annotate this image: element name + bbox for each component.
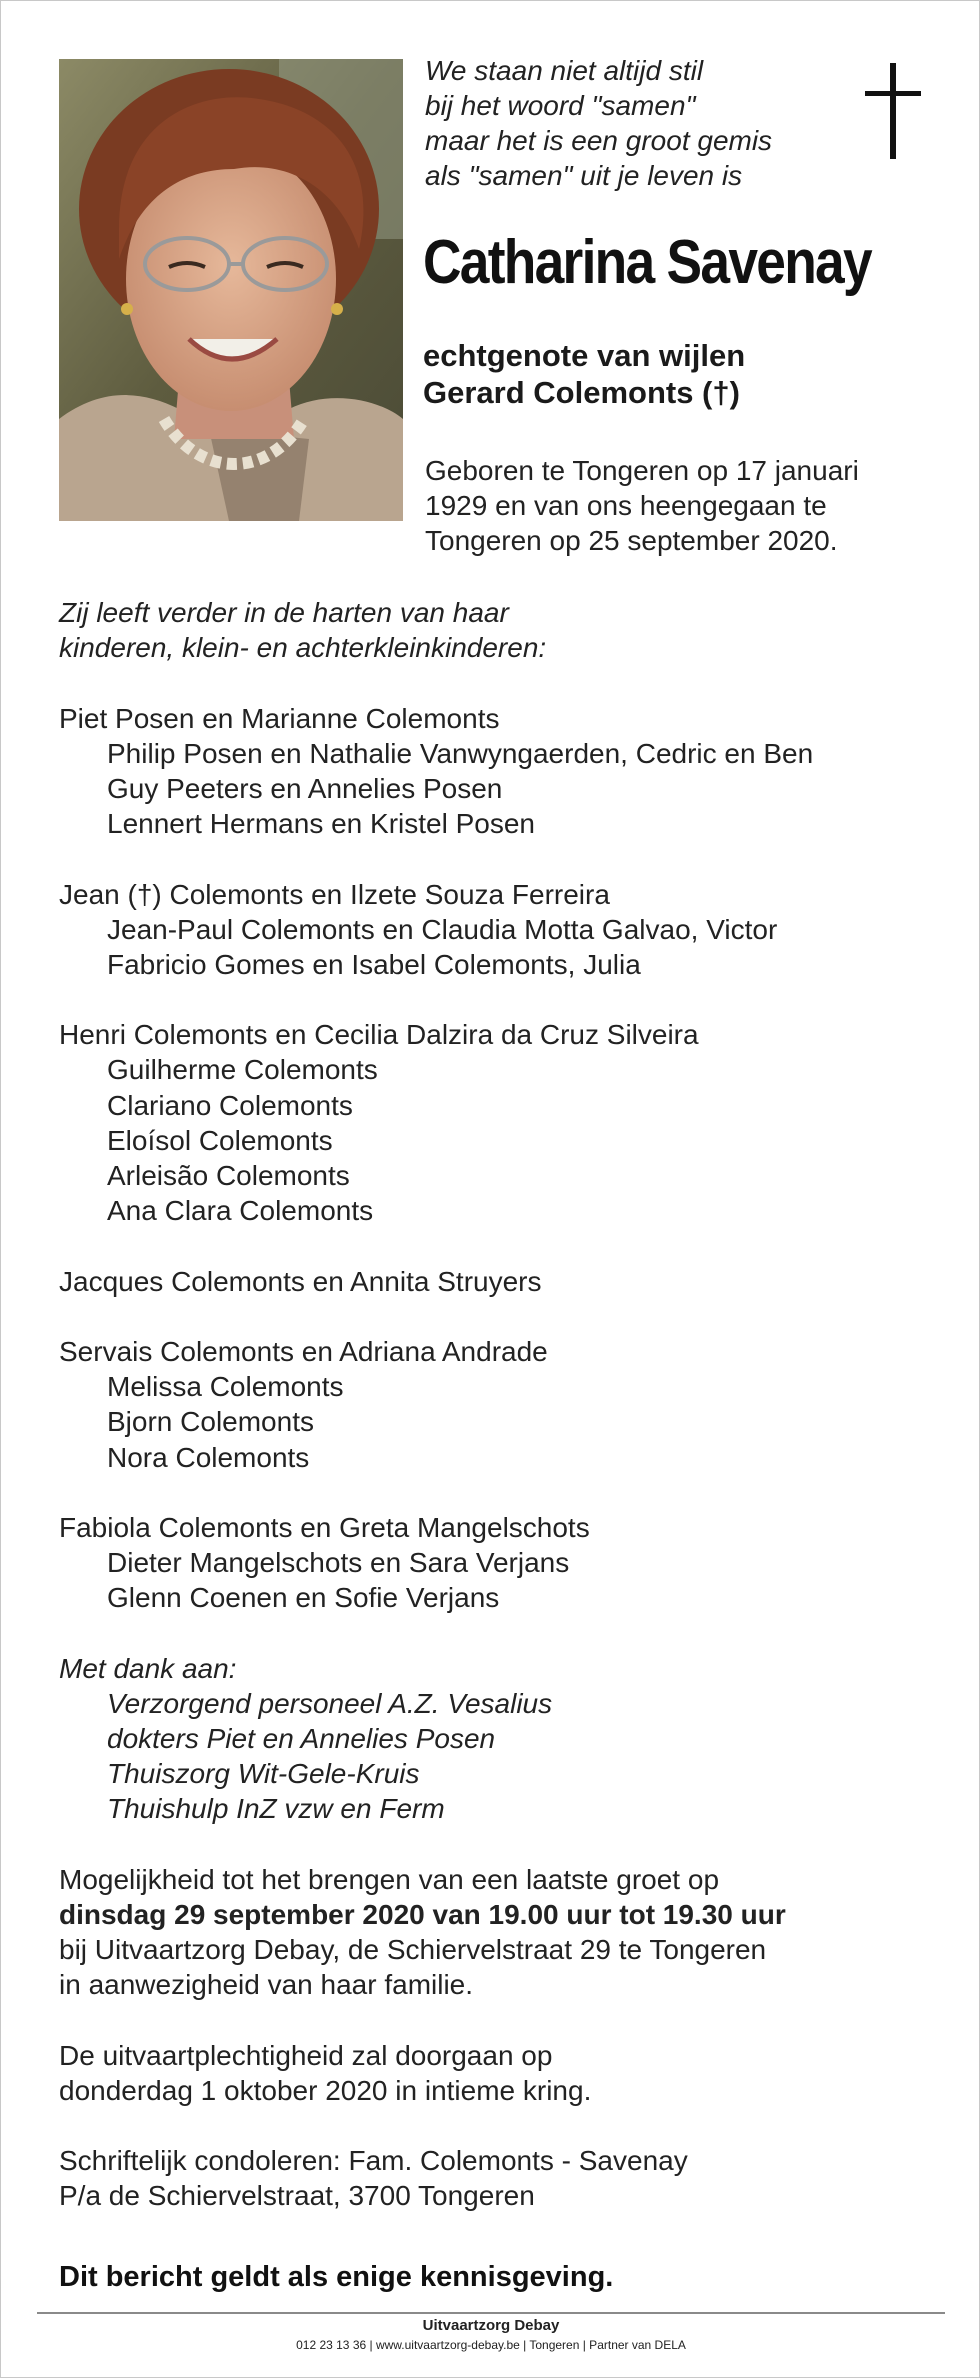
family-head: Piet Posen en Marianne Colemonts	[59, 702, 500, 734]
poem-line: We staan niet altijd stil	[425, 55, 704, 86]
spouse-info	[423, 337, 745, 411]
family-group	[59, 1510, 939, 1616]
condolences-section	[59, 2143, 939, 2213]
family-member: Nora Colemonts	[107, 1441, 310, 1473]
family-member: Dieter Mangelschots en Sara Verjans	[107, 1547, 570, 1579]
family-head: Jean (†) Colemonts en Ilzete Souza Ferreira	[59, 878, 610, 910]
family-group	[59, 877, 939, 983]
family-member: Guilherme Colemonts	[107, 1054, 378, 1086]
birth-death-line: 1929 en van ons heengegaan te	[425, 490, 827, 521]
portrait-illustration	[59, 59, 403, 521]
family-member: Eloísol Colemonts	[107, 1124, 333, 1156]
funeral-line: De uitvaartplechtigheid zal doorgaan op	[59, 2039, 553, 2071]
family-head: Henri Colemonts en Cecilia Dalzira da Cruz Silveira	[59, 1019, 699, 1051]
thanks-item: dokters Piet en Annelies Posen	[107, 1723, 496, 1754]
family-member: Glenn Coenen en Sofie Verjans	[107, 1582, 500, 1614]
family-head: Servais Colemonts en Adriana Andrade	[59, 1335, 548, 1367]
thanks-item: Verzorgend personeel A.Z. Vesalius	[107, 1687, 553, 1719]
family-member: Fabricio Gomes en Isabel Colemonts, Julia	[107, 948, 641, 980]
family-member: Arleisão Colemonts	[107, 1160, 350, 1191]
funeral-line: donderdag 1 oktober 2020 in intieme kring.	[59, 2074, 592, 2106]
family-head: Jacques Colemonts en Annita Struyers	[59, 1265, 542, 1297]
family-member: Philip Posen en Nathalie Vanwyngaerden, Cedric en Ben	[107, 737, 814, 769]
birth-death-line: Geboren te Tongeren op 17 januari	[425, 455, 859, 486]
poem-line: als "samen" uit je leven is	[425, 160, 743, 191]
birth-death-line: Tongeren op 25 september 2020.	[425, 525, 838, 556]
spouse-line: echtgenote van wijlen	[423, 338, 746, 373]
condolences-line: P/a de Schiervelstraat, 3700 Tongeren	[59, 2180, 535, 2212]
memorial-poem	[425, 53, 825, 193]
intro-line: kinderen, klein- en achterkleinkinderen:	[59, 632, 547, 664]
obituary-body	[59, 595, 939, 2214]
spouse-line: Gerard Colemonts (†)	[423, 375, 740, 410]
deceased-name: Catharina Savenay	[423, 228, 871, 297]
family-member: Clariano Colemonts	[107, 1089, 353, 1121]
family-head: Fabiola Colemonts en Greta Mangelschots	[59, 1511, 590, 1543]
visitation-section	[59, 1862, 939, 2003]
visitation-datetime: dinsdag 29 september 2020 van 19.00 uur tot 19.30 uur	[59, 1898, 786, 1930]
family-member: Melissa Colemonts	[107, 1371, 344, 1403]
family-group	[59, 701, 939, 842]
family-group	[59, 1264, 939, 1299]
footer-company-name: Uitvaartzorg Debay	[422, 2317, 560, 2334]
portrait-photo	[59, 59, 403, 521]
poem-line: maar het is een groot gemis	[425, 125, 773, 156]
visitation-line: in aanwezigheid van haar familie.	[59, 1969, 474, 2001]
footer-divider	[37, 2312, 945, 2314]
condolences-line: Schriftelijk condoleren: Fam. Colemonts - Savenay	[59, 2145, 688, 2177]
family-member: Jean-Paul Colemonts en Claudia Motta Galvao, Victor	[107, 913, 778, 945]
family-member: Bjorn Colemonts	[107, 1406, 314, 1438]
visitation-line: bij Uitvaartzorg Debay, de Schiervelstraat 29 te Tongeren	[59, 1934, 767, 1966]
intro-line: Zij leeft verder in de harten van haar	[59, 597, 509, 628]
family-group	[59, 1017, 939, 1228]
funeral-section	[59, 2038, 939, 2108]
cross-icon	[865, 63, 921, 159]
birth-death-info	[425, 453, 859, 558]
thanks-item: Thuishulp InZ vzw en Ferm	[107, 1793, 445, 1825]
footer-contact-info: 012 23 13 36 | www.uitvaartzorg-debay.be | Tongeren | Partner van DELA	[296, 2338, 686, 2352]
thanks-item: Thuiszorg Wit-Gele-Kruis	[107, 1758, 420, 1790]
family-member: Ana Clara Colemonts	[107, 1195, 374, 1227]
family-group	[59, 1334, 939, 1475]
poem-line: bij het woord "samen"	[425, 90, 696, 121]
visitation-line: Mogelijkheid tot het brengen van een laatste groet op	[59, 1863, 720, 1895]
family-member: Guy Peeters en Annelies Posen	[107, 772, 503, 804]
thanks-section	[59, 1651, 939, 1827]
final-notice: Dit bericht geldt als enige kennisgeving.	[59, 2261, 614, 2293]
thanks-title: Met dank aan:	[59, 1652, 237, 1684]
family-member: Lennert Hermans en Kristel Posen	[107, 808, 535, 840]
